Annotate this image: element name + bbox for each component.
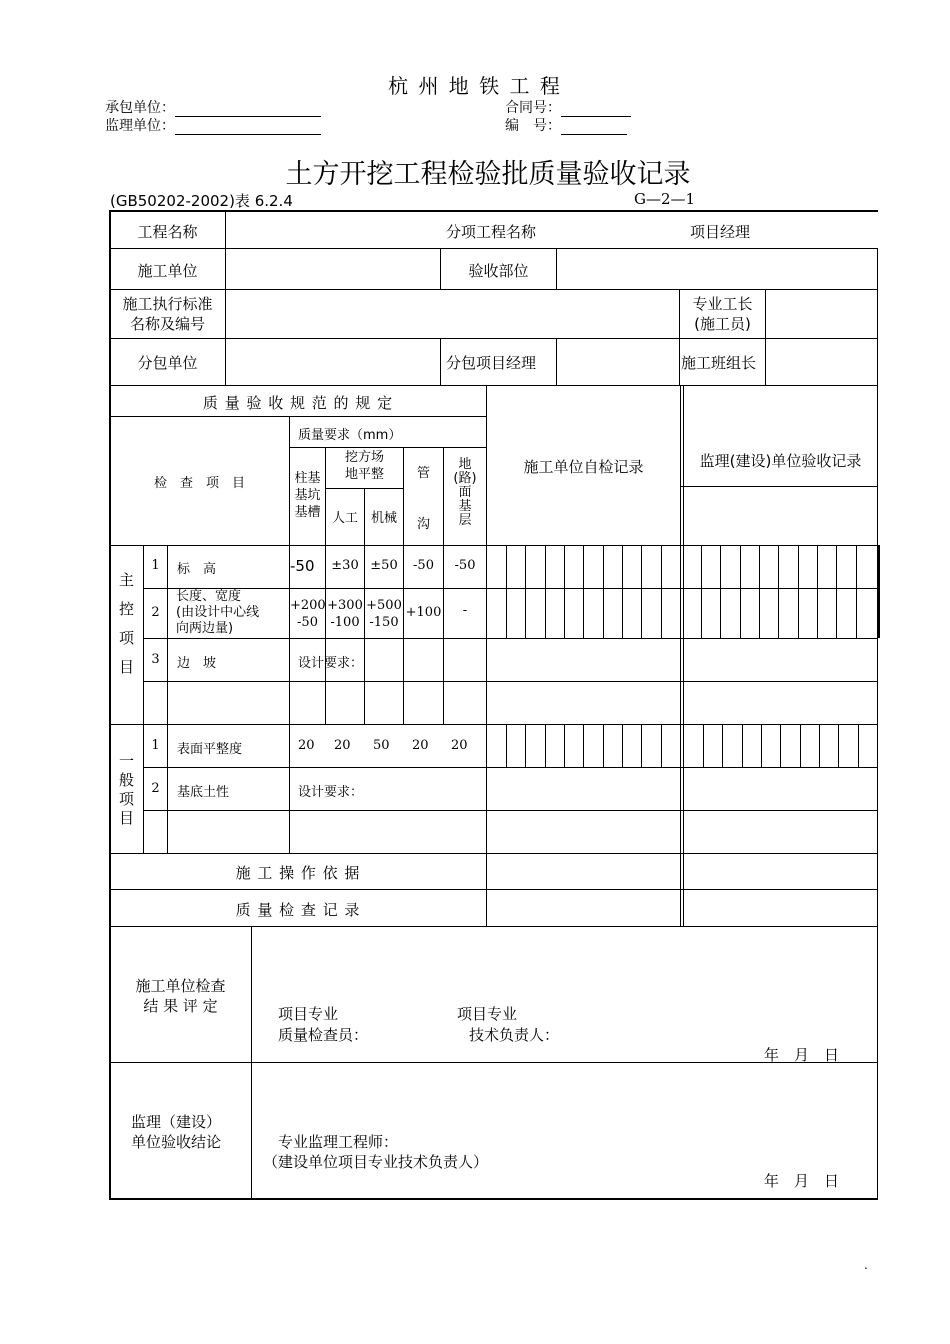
project-name-label: 工程名称 bbox=[137, 223, 198, 241]
acceptance-part-label: 验收部位 bbox=[468, 262, 529, 280]
main-row-3-no: 3 bbox=[151, 652, 160, 667]
general-row-1-v5: 20 bbox=[451, 738, 468, 753]
main-row-2-v3: +500 -150 bbox=[366, 598, 402, 630]
general-row-2-design: 设计要求： bbox=[298, 785, 364, 800]
supervisor-field[interactable] bbox=[175, 120, 321, 135]
sub-pm-label: 分包项目经理 bbox=[446, 354, 537, 372]
main-row-2-no: 2 bbox=[151, 605, 160, 620]
col-road-label: 地 (路) 面 基 层 bbox=[453, 457, 477, 528]
construction-unit-label: 施工单位 bbox=[137, 262, 198, 280]
spec-title: 质 量 验 收 规 范 的 规 定 bbox=[202, 394, 394, 412]
col-manual-label: 人工 bbox=[331, 511, 358, 526]
qc-record-label: 质 量 检 查 记 录 bbox=[235, 901, 361, 919]
conclusion-date: 年 月 日 bbox=[764, 1172, 840, 1190]
general-row-1-no: 1 bbox=[151, 738, 160, 753]
conclusion-label: 监理（建设） 单位验收结论 bbox=[131, 1113, 222, 1151]
standard-ref: (GB50202-2002)表 6.2.4 bbox=[110, 192, 293, 210]
main-row-2-v1: +200 -50 bbox=[290, 598, 326, 630]
operation-basis-label: 施 工 操 作 依 据 bbox=[235, 864, 361, 882]
self-check-label: 施工单位自检记录 bbox=[523, 458, 644, 476]
main-row-1-v5: -50 bbox=[454, 558, 476, 573]
main-row-2-v2: +300 -100 bbox=[327, 598, 363, 630]
col-machine-label: 机械 bbox=[370, 511, 397, 526]
eval-inspector: 项目专业 质量检查员： bbox=[278, 1005, 369, 1044]
main-row-2-name: 长度、宽度 (由设计中心线 向两边量) bbox=[176, 589, 260, 636]
col-pipe-label-2: 沟 bbox=[416, 517, 430, 532]
supervisor-label: 监理单位： bbox=[105, 118, 175, 134]
col-pit-label: 柱基 基坑 基槽 bbox=[294, 471, 321, 520]
main-row-1-v4: -50 bbox=[413, 558, 434, 573]
general-row-2-name: 基底土性 bbox=[177, 785, 230, 800]
quality-req-label: 质量要求（mm） bbox=[298, 428, 402, 443]
sub-project-name-label: 分项工程名称 bbox=[446, 223, 537, 241]
form-code: G—2—1 bbox=[634, 190, 696, 208]
eval-label: 施工单位检查 结 果 评 定 bbox=[135, 977, 226, 1015]
foreman-label: 专业工长 (施工员) bbox=[692, 295, 753, 333]
main-row-1-v2: ±30 bbox=[331, 558, 359, 573]
eval-tech: 项目专业 技术负责人： bbox=[457, 1005, 560, 1044]
main-items-label: 主 控 项 目 bbox=[118, 571, 134, 676]
conclusion-owner: （建设单位项目专业技术负责人） bbox=[263, 1153, 489, 1171]
supervision-label: 监理(建设)单位验收记录 bbox=[699, 452, 862, 470]
conclusion-engineer: 专业监理工程师： bbox=[278, 1133, 399, 1151]
project-manager-label: 项目经理 bbox=[690, 223, 751, 241]
general-row-1-name: 表面平整度 bbox=[177, 742, 243, 757]
general-row-1-v2: 20 bbox=[334, 738, 351, 753]
supervisor-row bbox=[105, 115, 321, 135]
general-items-label: 一 般 项 目 bbox=[118, 752, 134, 827]
contractor-row bbox=[105, 97, 321, 117]
main-row-3-name: 边 坡 bbox=[177, 656, 217, 671]
main-row-1-v1: -50 bbox=[290, 557, 315, 575]
general-row-1-v1: 20 bbox=[298, 738, 315, 753]
main-row-2-v4: +100 bbox=[405, 605, 442, 620]
team-leader-label: 施工班组长 bbox=[681, 354, 757, 372]
eval-date: 年 月 日 bbox=[764, 1046, 840, 1064]
col-pipe-label-1: 管 bbox=[416, 466, 430, 481]
main-row-1-name: 标 高 bbox=[177, 562, 217, 577]
serial-no-label: 编 号： bbox=[505, 118, 561, 134]
subcontractor-label: 分包单位 bbox=[137, 354, 198, 372]
general-row-2-no: 2 bbox=[151, 781, 160, 796]
doc-title: 土方开挖工程检验批质量验收记录 bbox=[285, 159, 691, 190]
contract-no-row bbox=[505, 97, 631, 117]
general-row-1-v4: 20 bbox=[412, 738, 429, 753]
contract-no-label: 合同号： bbox=[505, 100, 561, 116]
contractor-label: 承包单位： bbox=[105, 100, 175, 116]
main-row-2-v5: - bbox=[462, 603, 468, 618]
main-row-1-no: 1 bbox=[151, 558, 160, 573]
main-row-1-v3: ±50 bbox=[370, 558, 398, 573]
general-row-1-v3: 50 bbox=[373, 738, 390, 753]
col-site-label: 挖方场 地平整 bbox=[344, 450, 384, 482]
serial-no-row bbox=[505, 115, 627, 135]
serial-no-field[interactable] bbox=[561, 120, 627, 135]
footer-dot: . bbox=[864, 1258, 868, 1272]
standard-name-label: 施工执行标准 名称及编号 bbox=[122, 295, 213, 333]
check-items-label: 检 查 项 目 bbox=[153, 476, 245, 491]
org-title: 杭 州 地 铁 工 程 bbox=[388, 74, 562, 98]
main-row-3-design: 设计要求： bbox=[298, 656, 364, 671]
